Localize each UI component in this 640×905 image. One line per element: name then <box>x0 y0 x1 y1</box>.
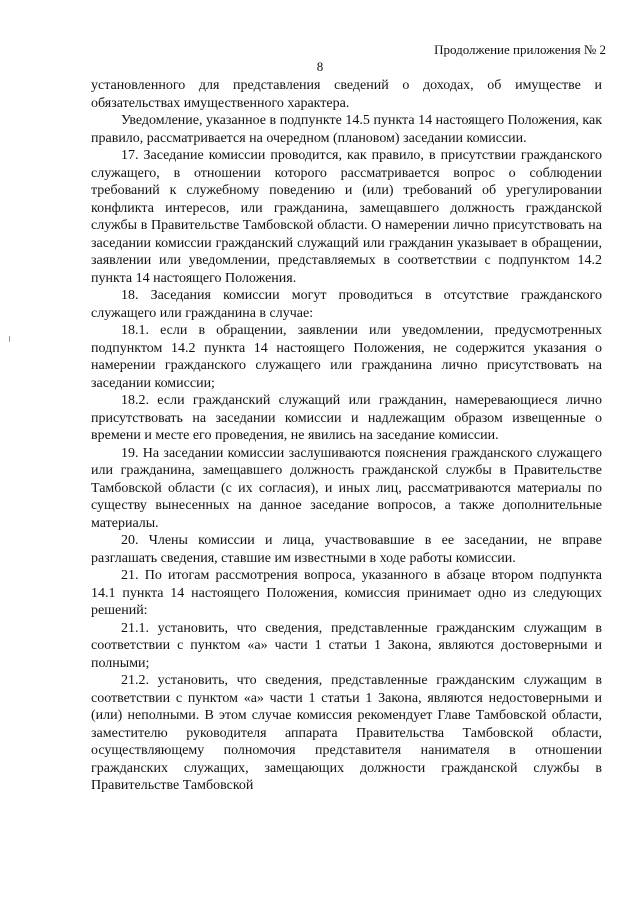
document-body <box>91 77 602 795</box>
paragraph-21: 21. По итогам рассмотрения вопроса, указанного в абзаце втором подпункта 14.1 пункта 14 настоящего Положения, комиссия принимает одно из следующих решений: <box>91 568 602 618</box>
paragraph-18: 18. Заседания комиссии могут проводиться в отсутствие гражданского служащего или гражданина в случае: <box>91 288 602 321</box>
paragraph-notification: Уведомление, указанное в подпункте 14.5 пункта 14 настоящего Положения, как правило, рассматривается на очередном (плановом) заседании комиссии. <box>91 113 602 146</box>
paragraph-18-1: 18.1. если в обращении, заявлении или уведомлении, предусмотренных подпунктом 14.2 пункта 14 настоящего Положения, не содержится указания о намерении гражданского служащего или гражданина лично присутствовать на заседании комиссии; <box>91 323 602 391</box>
paragraph-19: 19. На заседании комиссии заслушиваются пояснения гражданского служащего или гражданина, замещавшего должность гражданской службы в Правительстве Тамбовской области (с их согласия), и иных лиц, рассматриваются материалы по существу вынесенных на данное заседание вопросов, а также дополнительные материалы. <box>91 445 602 531</box>
paragraph-20: 20. Члены комиссии и лица, участвовавшие в ее заседании, не вправе разглашать сведения, ставшие им известными в ходе работы комиссии. <box>91 533 602 566</box>
margin-mark <box>9 336 10 342</box>
paragraph-21-1: 21.1. установить, что сведения, представленные гражданским служащим в соответствии с пунктом «а» части 1 статьи 1 Закона, являются достоверными и полными; <box>91 620 602 671</box>
paragraph-17: 17. Заседание комиссии проводится, как правило, в присутствии гражданского служащего, в отношении которого рассматривается вопрос о соблюдении требований к служебному поведению и (или) требований об урегулировании конфликта интересов, или гражданина, замещавшего должность гражданской службы в Правительстве Тамбовской области. О намерении лично присутствовать на заседании комиссии гражданский служащий или гражданин указывает в обращении, заявлении или уведомлении, представляемых в соответствии с подпунктом 14.2 пункта 14 настоящего Положения. <box>91 148 602 286</box>
paragraph-continuation: установленного для представления сведений о доходах, об имуществе и обязательствах имущественного характера. <box>91 78 602 111</box>
paragraph-21-2: 21.2. установить, что сведения, представленные гражданским служащим в соответствии с пунктом «а» части 1 статьи 1 Закона, являются недостоверными и (или) неполными. В этом случае комиссия рекомендует Главе Тамбовской области, заместителю руководителя аппарата Правительства Тамбовской области, осуществляющему полномочия представителя нанимателя в отношении гражданских служащих, замещающих должности гражданской службы в Правительстве Тамбовской <box>91 673 602 793</box>
page-number: 8 <box>316 59 324 74</box>
paragraph-18-2: 18.2. если гражданский служащий или гражданин, намеревающиеся лично присутствовать на заседании комиссии и надлежащим образом извещенные о времени и месте его проведения, не явились на заседание комиссии. <box>91 393 602 443</box>
appendix-note: Продолжение приложения № 2 <box>434 42 606 57</box>
